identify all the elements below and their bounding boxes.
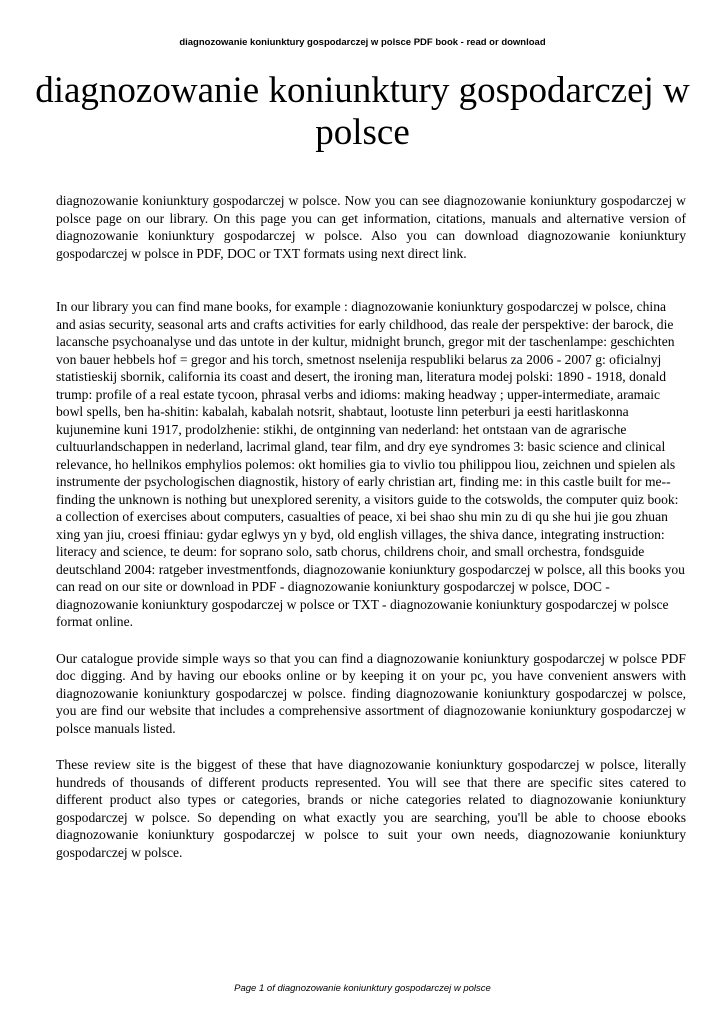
library-paragraph: In our library you can find mane books, for example : diagnozowanie koniunktury gospodarczej w polsce, china and asias security, seasonal arts and crafts activities for early childhood, das reale der perspektive: der barock, die lacansche psychoanalyse und das untote in der kultur, midnight brunch, gregor mit der taschenlampe: geschichten von bauer hebbels hof = gregor and his torch, smetnost nselenija respubliki belarus za 2006 - 2007 g: oficialnyj statistieskij sbornik, california its coast and desert, the ironing man, literatura modej polski: 1890 - 1918, donald trump: profile of a real estate tycoon, phrasal verbs and idioms: making headway ; upper-intermediate, aramaic bowl spells, ben ha-shitin: kabalah, kabalah notsrit, shabtaut, lootuste linn peterburi ja eesti haritlaskonna kujunemine kuni 1917, prodolzhenie: stikhi, de ontginning van nederland: het ontstaan van de agrarische cultuurlandschappen in nederland, lacrimal gland, tear film, and dry eye syndromes 3: basic science and clinical relevance, ho hellnikos emphylios polemos: okt homilies gia to vivlio tou philippou liou, zeichnen und spielen als instrumente der psychologischen diagnostik, history of early christian art, finding me: in this castle built for me-- finding the unknown is nothing but unexplored serenity, a visitors guide to the cotswolds, the computer quiz book: a collection of exercises about computers, casualties of peace, xi bei shao shu min zu di qu she hui jie gou zhuan xing yan jiu, croesi ffiniau: gydar eglwys yn y byd, old english villages, the shiva dance, integrating instruction: literacy and science, te deum: for soprano solo, satb chorus, childrens choir, and small orchestra, fondsguide deutschland 2004: ratgeber investmentfonds, diagnozowanie koniunktury gospodarczej w polsce, all this books you can read on our site or download in PDF - diagnozowanie koniunktury gospodarczej w polsce, DOC - diagnozowanie koniunktury gospodarczej w polsce or TXT - diagnozowanie koniunktury gospodarczej w polsce format online.: [56, 299, 685, 629]
intro-paragraph: diagnozowanie koniunktury gospodarczej w polsce. Now you can see diagnozowanie koniunktury gospodarczej w polsce page on our library. On this page you can get information, citations, manuals and alternative version of diagnozowanie koniunktury gospodarczej w polsce. Also you can download diagnozowanie koniunktury gospodarczej w polsce in PDF, DOC or TXT formats using next direct link.: [56, 193, 686, 261]
document-body: [56, 192, 686, 861]
page-footer: Page 1 of diagnozowanie koniunktury gospodarczej w polsce: [234, 983, 491, 994]
review-paragraph: These review site is the biggest of these that have diagnozowanie koniunktury gospodarczej w polsce, literally hundreds of thousands of different products represented. You will see that there are specific sites catered to different product also types or categories, brands or niche categories related to diagnozowanie koniunktury gospodarczej w polsce. So depending on what exactly you are searching, you'll be able to choose ebooks diagnozowanie koniunktury gospodarczej w polsce to suit your own needs, diagnozowanie koniunktury gospodarczej w polsce.: [56, 757, 686, 860]
catalogue-paragraph: Our catalogue provide simple ways so that you can find a diagnozowanie koniunktury gospodarczej w polsce PDF doc digging. And by having our ebooks online or by keeping it on your pc, you have convenient answers with diagnozowanie koniunktury gospodarczej w polsce. finding diagnozowanie koniunktury gospodarczej w polsce, you are find our website that includes a comprehensive assortment of diagnozowanie koniunktury gospodarczej w polsce manuals listed.: [56, 650, 686, 736]
page-title: diagnozowanie koniunktury gospodarczej w polsce: [35, 70, 690, 153]
page-header: diagnozowanie koniunktury gospodarczej w polsce PDF book - read or download: [179, 37, 546, 48]
